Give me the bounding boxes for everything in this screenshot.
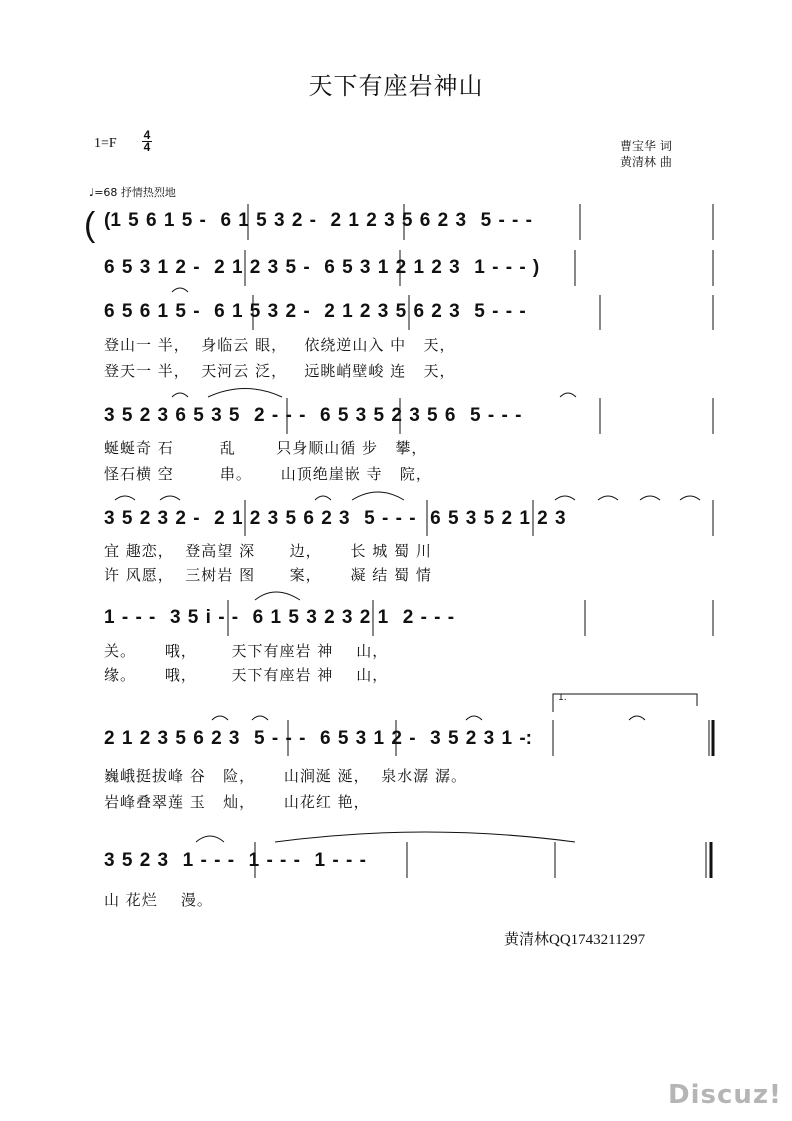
lyric-verse-2: 岩峰叠翠莲 玉 灿， 山花红 艳， <box>104 793 370 811</box>
watermark: Discuz! <box>668 1080 782 1110</box>
key-signature: 1=F <box>94 136 117 151</box>
slur <box>255 592 300 600</box>
slur <box>352 492 404 500</box>
time-denominator: 4 <box>143 140 151 154</box>
slur <box>208 389 282 398</box>
notes-line: 3 5 2 3 6 5 3 5 2 - - - 6 5 3 5 2 3 5 6 5 - - - <box>104 405 522 426</box>
bracket-open: ( <box>84 206 96 244</box>
slur <box>275 832 575 842</box>
slur <box>629 716 645 720</box>
lyric-verse-2: 登天一 半， 天河云 泛， 远眺峭壁峻 连 天， <box>104 362 456 380</box>
lyric-verse-1: 山 花烂 漫。 <box>104 891 213 909</box>
notes-line: 6 5 6 1 5 - 6 1 5 3 2 - 2 1 2 3 5 6 2 3 5 - - - <box>104 301 526 322</box>
slur <box>466 716 482 720</box>
slur <box>115 496 135 500</box>
lyricist-credit: 曹宝华 词 <box>620 139 672 153</box>
composer-credit: 黄清林 曲 <box>620 155 672 169</box>
song-title: 天下有座岩神山 <box>308 72 484 100</box>
slur <box>252 716 268 720</box>
lyric-verse-2: 许 风愿， 三树岩 图 案， 凝 结 蜀 情 <box>104 566 432 584</box>
slur <box>172 393 188 397</box>
time-numerator: 4 <box>143 128 151 142</box>
notes-line: 3 5 2 3 2 - 2 1 2 3 5 6 2 3 5 - - - 6 5 3 5 2 1 2 3 <box>104 508 566 529</box>
lyric-verse-1: 登山一 半， 身临云 眼， 依绕逆山入 中 天， <box>104 336 456 354</box>
slur <box>212 716 228 720</box>
lyric-verse-2: 缘。 哦， 天下有座岩 神 山， <box>104 666 389 684</box>
notes-line: 6 5 3 1 2 - 2 1 2 3 5 - 6 5 3 1 2 1 2 3 1 - - - ) <box>104 257 540 278</box>
notes-line: 2 1 2 3 5 6 2 3 5 - - - 6 5 3 1 2 - 3 5 2 3 1 -: <box>104 728 532 749</box>
slur <box>196 836 224 842</box>
notes-line: 1 - - - 3 5 i - - 6 1 5 3 2 3 2 1 2 - - - <box>104 607 455 628</box>
volta-bracket <box>553 694 697 712</box>
lyric-verse-1: 巍峨挺拔峰 谷 险， 山涧涎 涎， 泉水潺 潺。 <box>104 767 467 785</box>
slur <box>315 496 331 500</box>
tempo-marking: ♩=68 抒情热烈地 <box>89 186 176 199</box>
lyric-verse-2: 怪石横 空 串。 山顶绝崖嵌 寺 院， <box>104 465 432 483</box>
notes-line: (1 5 6 1 5 - 6 1 5 3 2 - 2 1 2 3 5 6 2 3 5 - - - <box>104 210 532 231</box>
slur <box>598 496 618 500</box>
slur <box>560 393 576 397</box>
slur <box>172 288 188 292</box>
slur <box>640 496 660 500</box>
notes-line: 3 5 2 3 1 - - - 1 - - - 1 - - - <box>104 850 366 871</box>
lyric-verse-1: 蜒蜒奇 石 乱 只身顺山循 步 攀， <box>104 439 428 457</box>
lyric-verse-1: 宜 趣恋， 登高望 深 边， 长 城 蜀 川 <box>104 542 432 560</box>
slur <box>160 496 180 500</box>
slur <box>680 496 700 500</box>
lyric-verse-1: 关。 哦， 天下有座岩 神 山， <box>104 642 389 660</box>
slur <box>555 496 575 500</box>
volta-label: 1. <box>558 693 567 703</box>
arranger-signature: 黄清林QQ1743211297 <box>504 932 646 948</box>
